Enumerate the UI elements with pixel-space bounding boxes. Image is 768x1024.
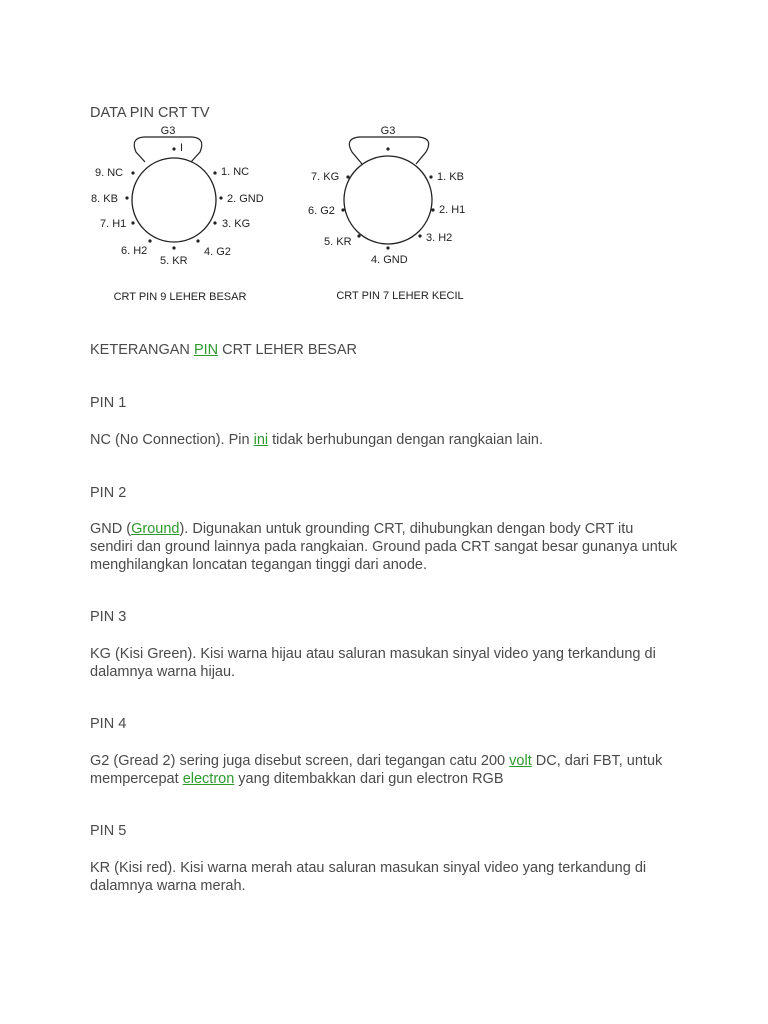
pin-label-1: 1. NC xyxy=(221,166,250,178)
pin-2-description xyxy=(90,520,680,574)
text-run: GND ( xyxy=(90,521,132,537)
pin-label-7: 7. KG xyxy=(311,171,340,183)
crt-pin-diagrams xyxy=(90,120,490,310)
pin-label-4: 4. GND xyxy=(371,254,408,266)
pin-3-heading: PIN 3 xyxy=(90,609,127,625)
ini-link[interactable]: ini xyxy=(253,432,269,448)
crt-neck-circle xyxy=(344,156,432,244)
pin-dot xyxy=(125,196,128,199)
pin-label-1: 1. KB xyxy=(437,171,464,183)
pin-label-7: 7. H1 xyxy=(100,218,127,230)
pin-dot xyxy=(431,208,434,211)
page-title: DATA PIN CRT TV xyxy=(90,105,210,121)
pin-dot xyxy=(131,221,134,224)
pin-label-2: 2. GND xyxy=(227,193,264,205)
pin-label-9: 9. NC xyxy=(95,167,124,179)
pin-dot xyxy=(341,208,344,211)
pin-5-description: KR (Kisi red). Kisi warna merah atau saluran masukan sinyal video yang terkandung di dalamnya warna merah. xyxy=(90,860,647,894)
pin-dot xyxy=(131,171,134,174)
pin-dot xyxy=(219,196,222,199)
pin-label-3: 3. H2 xyxy=(426,232,453,244)
pin-dot xyxy=(213,221,216,224)
pin-label-3: 3. KG xyxy=(222,218,251,230)
pin-4-heading: PIN 4 xyxy=(90,716,127,732)
text-run: ). Digunakan untuk grounding CRT, dihubungkan dengan body CRT itu sendiri dan ground lainnya pada rangkaian. Ground pada CRT sangat besar gunanya untuk menghilangkan loncatan tegangan tinggi dari anode. xyxy=(90,521,678,573)
pin-dot xyxy=(386,246,389,249)
pin-1-heading: PIN 1 xyxy=(90,395,127,411)
diagram-caption-7: CRT PIN 7 LEHER KECIL xyxy=(336,290,464,302)
crt-7-pin-diagram xyxy=(308,125,465,302)
pin-5-heading: PIN 5 xyxy=(90,823,127,839)
pin-3-description: KG (Kisi Green). Kisi warna hijau atau saluran masukan sinyal video yang terkandung di dalamnya warna hijau. xyxy=(90,646,656,680)
section-heading xyxy=(90,342,357,358)
pin-label-4: 4. G2 xyxy=(204,246,231,258)
pin-dot xyxy=(346,175,349,178)
pin-dot xyxy=(429,175,432,178)
pin-dot xyxy=(196,239,199,242)
crt-diagram-svg xyxy=(90,120,490,310)
volt-link[interactable]: volt xyxy=(509,753,532,769)
pin-dot xyxy=(172,246,175,249)
pin-dot xyxy=(213,171,216,174)
pin-dot xyxy=(148,239,151,242)
pin-dot xyxy=(418,234,421,237)
text-run: tidak berhubungan dengan rangkaian lain. xyxy=(268,432,544,448)
text-run: yang ditembakkan dari gun electron RGB xyxy=(234,771,504,787)
text-run: DC, dari FBT, untuk mempercepat xyxy=(90,753,663,787)
pin-link[interactable]: PIN xyxy=(193,342,219,358)
crt-9-pin-diagram xyxy=(91,125,264,303)
pin-dot xyxy=(172,147,175,150)
diagram-caption-9: CRT PIN 9 LEHER BESAR xyxy=(113,291,247,303)
section-heading-prefix: KETERANGAN xyxy=(90,342,194,358)
top-pin-label: I xyxy=(180,142,184,154)
text-run: G2 (Gread 2) sering juga disebut screen, dari tegangan catu 200 xyxy=(90,753,510,769)
pin-label-8: 8. KB xyxy=(91,193,118,205)
g3-cap-shape xyxy=(349,137,428,164)
section-heading-suffix: CRT LEHER BESAR xyxy=(218,342,357,358)
pin-label-5: 5. KR xyxy=(324,236,352,248)
pin-label-6: 6. H2 xyxy=(121,245,148,257)
pin-1-description xyxy=(90,431,680,449)
ground-link[interactable]: Ground xyxy=(131,521,180,537)
pin-2-heading: PIN 2 xyxy=(90,485,127,501)
pin-label-2: 2. H1 xyxy=(439,204,466,216)
pin-dot xyxy=(357,234,360,237)
pin-label-5: 5. KR xyxy=(160,255,188,267)
electron-link[interactable]: electron xyxy=(182,771,235,787)
pin-dot xyxy=(386,147,389,150)
text-run: NC (No Connection). Pin xyxy=(90,432,254,448)
pin-4-description xyxy=(90,752,680,788)
g3-label: G3 xyxy=(380,125,396,137)
g3-label: G3 xyxy=(160,125,176,137)
pin-label-6: 6. G2 xyxy=(308,205,335,217)
crt-neck-circle xyxy=(132,158,216,242)
